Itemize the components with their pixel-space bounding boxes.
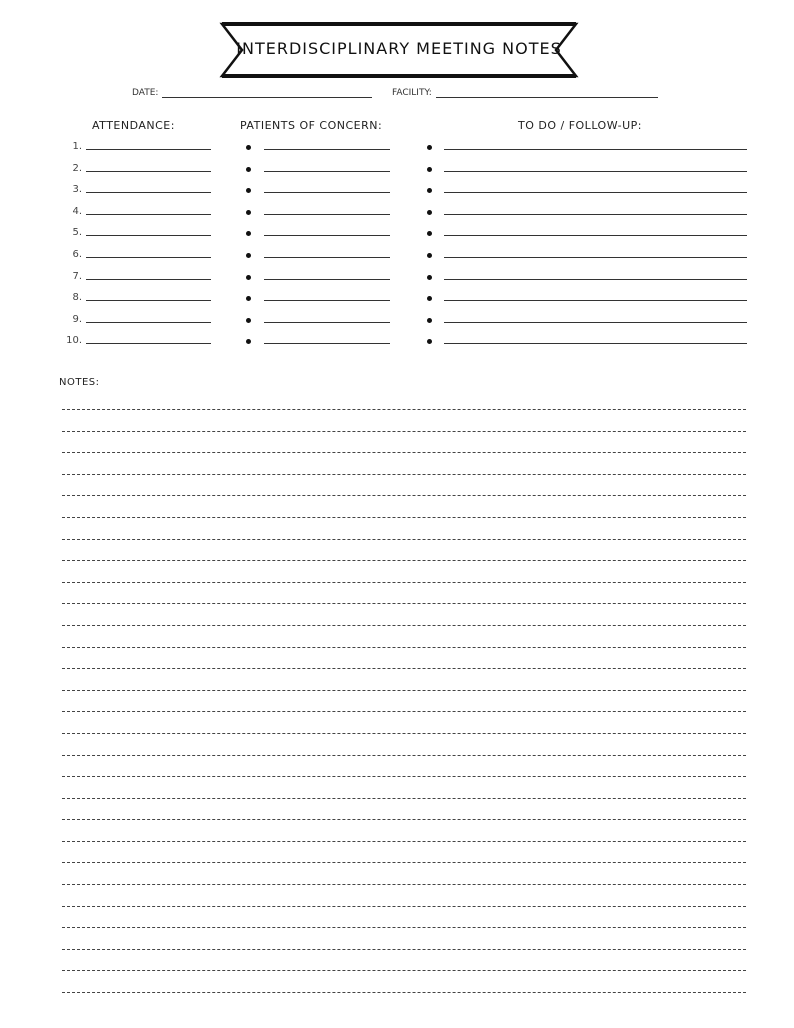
date-line[interactable] (162, 89, 372, 98)
attendance-row (64, 224, 214, 246)
attendance-line[interactable] (86, 257, 211, 258)
notes-line[interactable] (62, 711, 746, 733)
facility-field[interactable] (392, 88, 658, 98)
bullet-icon (427, 253, 432, 258)
todo-line[interactable] (444, 192, 747, 193)
todo-line[interactable] (444, 322, 747, 323)
patient-row (244, 268, 394, 290)
todo-row (426, 203, 750, 225)
patients-header: PATIENTS OF CONCERN: (240, 119, 383, 132)
patient-row (244, 203, 394, 225)
patient-line[interactable] (264, 149, 390, 150)
todo-row (426, 181, 750, 203)
date-field[interactable] (132, 88, 372, 98)
attendance-line[interactable] (86, 300, 211, 301)
title-banner (218, 22, 580, 78)
patient-row (244, 246, 394, 268)
todo-row (426, 224, 750, 246)
attendance-number: 6. (72, 248, 82, 260)
notes-line[interactable] (62, 819, 746, 841)
patient-line[interactable] (264, 214, 390, 215)
todo-header: TO DO / FOLLOW-UP: (518, 119, 643, 132)
notes-line[interactable] (62, 992, 746, 1014)
todo-line[interactable] (444, 257, 747, 258)
attendance-row (64, 289, 214, 311)
patient-line[interactable] (264, 235, 390, 236)
patient-row (244, 332, 394, 354)
patient-row (244, 224, 394, 246)
todo-line[interactable] (444, 300, 747, 301)
notes-line[interactable] (62, 517, 746, 539)
notes-line[interactable] (62, 755, 746, 777)
attendance-line[interactable] (86, 149, 211, 150)
attendance-row (64, 311, 214, 333)
attendance-line[interactable] (86, 171, 211, 172)
date-label: DATE: (132, 88, 159, 98)
attendance-row (64, 138, 214, 160)
notes-line[interactable] (62, 798, 746, 820)
attendance-line[interactable] (86, 322, 211, 323)
todo-row (426, 289, 750, 311)
attendance-number: 8. (72, 292, 82, 304)
patients-list (244, 138, 394, 354)
notes-area[interactable] (62, 409, 746, 1014)
attendance-row (64, 332, 214, 354)
notes-line[interactable] (62, 647, 746, 669)
todo-row (426, 246, 750, 268)
patient-line[interactable] (264, 257, 390, 258)
attendance-number: 4. (72, 205, 82, 217)
bullet-icon (246, 318, 251, 323)
notes-line[interactable] (62, 431, 746, 453)
bullet-icon (427, 296, 432, 301)
notes-line[interactable] (62, 906, 746, 928)
patient-row (244, 181, 394, 203)
attendance-list (64, 138, 214, 354)
todo-line[interactable] (444, 214, 747, 215)
todo-row (426, 138, 750, 160)
attendance-line[interactable] (86, 343, 211, 344)
attendance-number: 9. (72, 313, 82, 325)
todo-list (426, 138, 750, 354)
notes-line[interactable] (62, 690, 746, 712)
bullet-icon (246, 231, 251, 236)
notes-line[interactable] (62, 862, 746, 884)
notes-line[interactable] (62, 733, 746, 755)
bullet-icon (427, 145, 432, 150)
notes-line[interactable] (62, 582, 746, 604)
bullet-icon (246, 210, 251, 215)
todo-row (426, 160, 750, 182)
notes-line[interactable] (62, 668, 746, 690)
patient-line[interactable] (264, 192, 390, 193)
notes-line[interactable] (62, 409, 746, 431)
todo-row (426, 332, 750, 354)
bullet-icon (246, 167, 251, 172)
attendance-line[interactable] (86, 279, 211, 280)
bullet-icon (427, 275, 432, 280)
notes-line[interactable] (62, 949, 746, 971)
bullet-icon (246, 275, 251, 280)
patient-row (244, 289, 394, 311)
bullet-icon (427, 210, 432, 215)
notes-line[interactable] (62, 539, 746, 561)
attendance-row (64, 160, 214, 182)
attendance-row (64, 268, 214, 290)
attendance-number: 7. (72, 270, 82, 282)
bullet-icon (427, 318, 432, 323)
attendance-header: ATTENDANCE: (92, 119, 175, 132)
bullet-icon (246, 145, 251, 150)
bullet-icon (427, 188, 432, 193)
patient-line[interactable] (264, 279, 390, 280)
patient-line[interactable] (264, 343, 390, 344)
bullet-icon (246, 188, 251, 193)
notes-line[interactable] (62, 884, 746, 906)
todo-line[interactable] (444, 279, 747, 280)
attendance-line[interactable] (86, 214, 211, 215)
bullet-icon (427, 339, 432, 344)
attendance-row (64, 181, 214, 203)
notes-line[interactable] (62, 495, 746, 517)
patient-line[interactable] (264, 171, 390, 172)
attendance-number: 3. (72, 184, 82, 196)
page-title: INTERDISCIPLINARY MEETING NOTES (236, 39, 562, 58)
notes-label: NOTES: (59, 377, 100, 388)
attendance-line[interactable] (86, 235, 211, 236)
todo-row (426, 311, 750, 333)
notes-line[interactable] (62, 603, 746, 625)
attendance-row (64, 246, 214, 268)
notes-line[interactable] (62, 452, 746, 474)
facility-line[interactable] (436, 89, 658, 98)
notes-line[interactable] (62, 927, 746, 949)
bullet-icon (246, 339, 251, 344)
patient-row (244, 138, 394, 160)
attendance-line[interactable] (86, 192, 211, 193)
attendance-number: 1. (72, 141, 82, 152)
attendance-number: 2. (72, 162, 82, 174)
todo-row (426, 268, 750, 290)
facility-label: FACILITY: (392, 88, 432, 98)
todo-line[interactable] (444, 171, 747, 172)
todo-line[interactable] (444, 343, 747, 344)
patient-line[interactable] (264, 322, 390, 323)
bullet-icon (427, 231, 432, 236)
notes-line[interactable] (62, 560, 746, 582)
todo-line[interactable] (444, 149, 747, 150)
attendance-row (64, 203, 214, 225)
notes-line[interactable] (62, 776, 746, 798)
patient-line[interactable] (264, 300, 390, 301)
notes-line[interactable] (62, 474, 746, 496)
patient-row (244, 311, 394, 333)
patient-row (244, 160, 394, 182)
bullet-icon (246, 253, 251, 258)
todo-line[interactable] (444, 235, 747, 236)
attendance-number: 5. (72, 227, 82, 239)
bullet-icon (427, 167, 432, 172)
bullet-icon (246, 296, 251, 301)
notes-line[interactable] (62, 970, 746, 992)
notes-line[interactable] (62, 841, 746, 863)
notes-line[interactable] (62, 625, 746, 647)
attendance-number: 10. (66, 335, 82, 347)
